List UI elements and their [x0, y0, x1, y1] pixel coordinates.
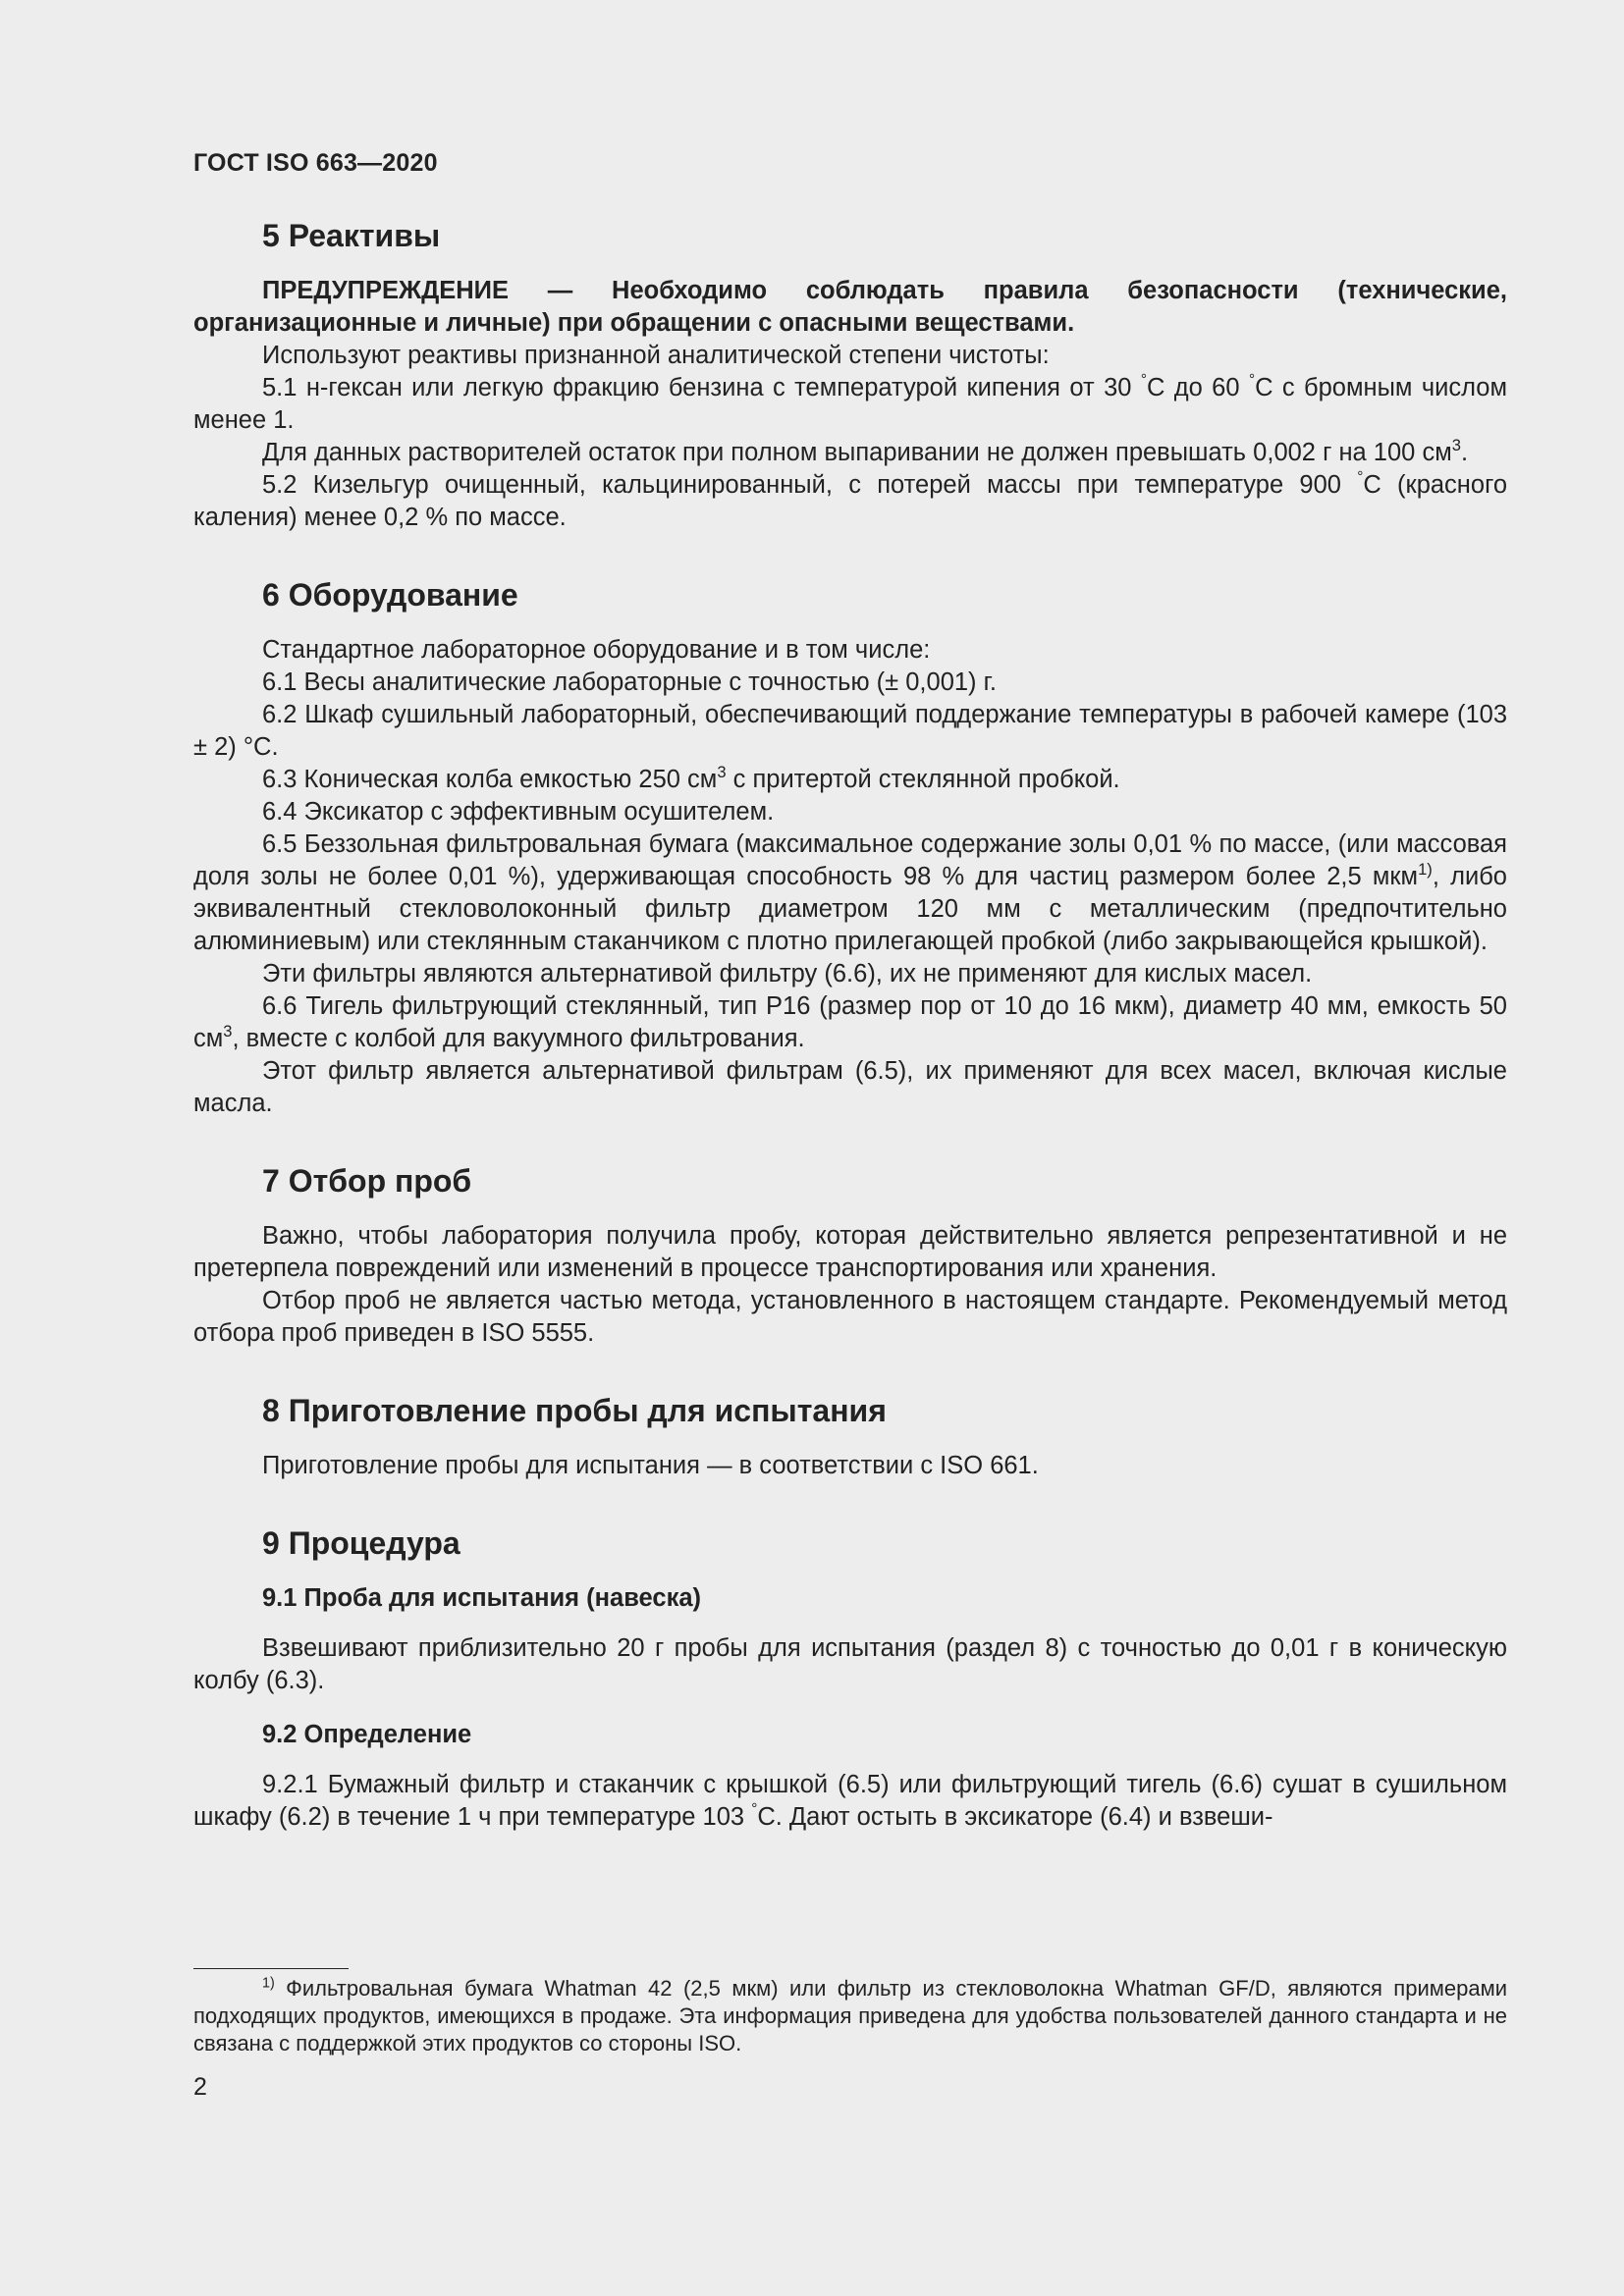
section-9-title: 9 Процедура — [262, 1525, 460, 1561]
footnote-text: Фильтровальная бумага Whatman 42 (2,5 мкм) или фильтр из стекловолокна Whatman GF/D, являются примерами подходящих продуктов, имеющихся в продаже. Эта информация приведена для удобства пользователей данного стандарта и не связана с поддержкой этих продуктов со стороны ISO. — [193, 1976, 1507, 2056]
s6-item-6-4: 6.4 Эксикатор с эффективным осушителем. — [262, 798, 775, 826]
document-body — [193, 216, 1507, 1834]
section-8-title: 8 Приготовление пробы для испытания — [262, 1393, 887, 1428]
s6-item-6-3: 6.3 Коническая колба емкостью 250 $см^3$ с притертой стеклянной пробкой. — [262, 763, 1120, 793]
s8-paragraph: Приготовление пробы для испытания — в соответствии с ISO 661. — [262, 1452, 1039, 1479]
footnote-separator — [193, 1968, 349, 1969]
s5-solvent-residue: Для данных растворителей остаток при полном выпаривании не должен превышать 0,002 г на 100 $см^3$. — [262, 436, 1469, 466]
s7-paragraph-1: Важно, чтобы лаборатория получила пробу, которая действительно является репрезентативной и не претерпела повреждений или изменений в процессе транспортирования или хранения. — [193, 1222, 1507, 1282]
s5-item-5-2: 5.2 Кизельгур очищенный, кальцинированный, с потерей массы при температуре 900 °С (красного каления) менее 0,2 % по массе. — [193, 468, 1507, 531]
section-6-title: 6 Оборудование — [262, 577, 518, 613]
s6-intro: Стандартное лабораторное оборудование и в том числе: — [262, 636, 931, 664]
subsection-9-2-title: 9.2 Определение — [262, 1721, 472, 1748]
s6-filters-note: Эти фильтры являются альтернативой фильтру (6.6), их не применяют для кислых масел. — [262, 960, 1313, 988]
warning-paragraph: ПРЕДУПРЕЖДЕНИЕ — Необходимо соблюдать правила безопасности (технические, организационные и личные) при обращении с опасными веществами. — [193, 277, 1507, 337]
s6-item-6-6: 6.6 Тигель фильтрующий стеклянный, тип Р16 (размер пор от 10 до 16 мкм), диаметр 40 мм, емкость 50 $см^3$, вместе с колбой для вакуумного фильтрования. — [193, 992, 1507, 1052]
footnote-reference: 1) — [1418, 860, 1433, 880]
s5-intro: Используют реактивы признанной аналитической степени чистоты: — [262, 342, 1050, 369]
s6-filter-note: Этот фильтр является альтернативой фильтрам (6.5), их применяют для всех масел, включая кислые масла. — [193, 1057, 1507, 1117]
subsection-9-1-title: 9.1 Проба для испытания (навеска) — [262, 1584, 702, 1612]
section-5-title: 5 Реактивы — [262, 218, 441, 253]
s7-paragraph-2: Отбор проб не является частью метода, установленного в настоящем стандарте. Рекомендуемый метод отбора проб приведен в ISO 5555. — [193, 1287, 1507, 1347]
footnote — [193, 1975, 1507, 2057]
s6-item-6-1: 6.1 Весы аналитические лабораторные с точностью (± 0,001) г. — [262, 668, 997, 696]
s6-item-6-5: 6.5 Беззольная фильтровальная бумага (максимальное содержание золы 0,01 % по массе, (или массовая доля золы не более 0,01 %), удерживающая способность 98 % для частиц размером более 2,5 мкм$^{1)}$, либо эквивалентный стекловолоконный фильтр диаметром 120 мм с металлическим (предпочтительно алюминиевым) или стеклянным стаканчиком с плотно прилегающей пробкой (либо закрывающейся крышкой). — [193, 830, 1507, 955]
footnote-marker: 1) — [262, 1975, 275, 1992]
s9-2-1-paragraph: 9.2.1 Бумажный фильтр и стаканчик с крышкой (6.5) или фильтрующий тигель (6.6) сушат в сушильном шкафу (6.2) в течение 1 ч при температуре 103 °С. Дают остыть в эксикаторе (6.4) и взвеши- — [193, 1771, 1507, 1831]
page-number: 2 — [193, 2073, 207, 2101]
s9-1-paragraph: Взвешивают приблизительно 20 г пробы для испытания (раздел 8) с точностью до 0,01 г в коническую колбу (6.3). — [193, 1634, 1507, 1694]
s6-item-6-2: 6.2 Шкаф сушильный лабораторный, обеспечивающий поддержание температуры в рабочей камере (103 ± 2) °С. — [193, 701, 1507, 761]
section-7-title: 7 Отбор проб — [262, 1163, 472, 1199]
document-header: ГОСТ ISO 663—2020 — [193, 149, 438, 177]
s5-item-5-1: 5.1 н-гексан или легкую фракцию бензина с температурой кипения от 30 °С до 60 °С с бромным числом менее 1. — [193, 371, 1507, 434]
